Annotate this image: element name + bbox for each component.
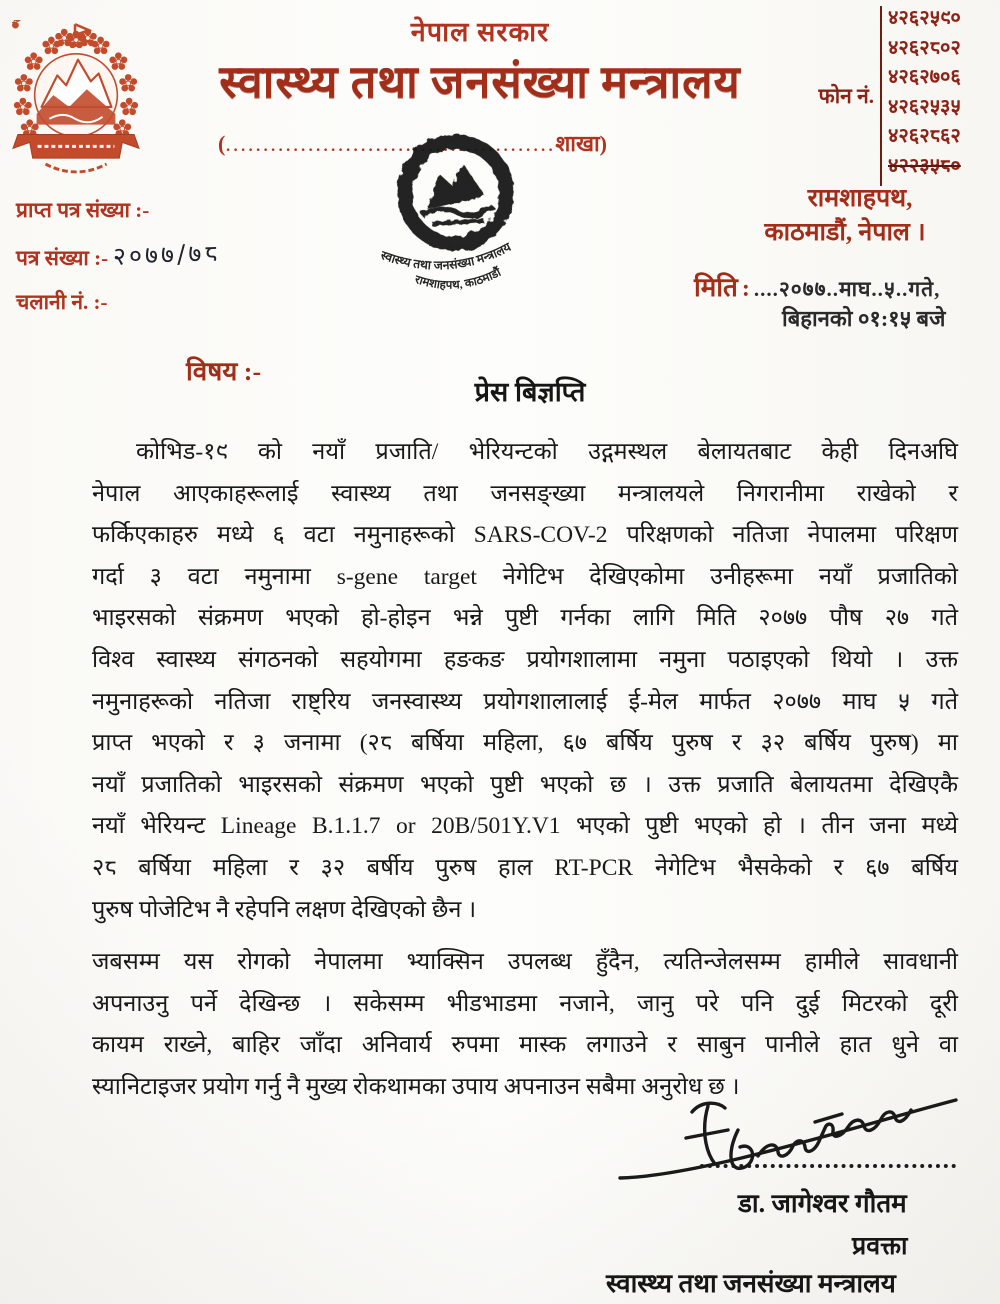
body-text-line: कायम राख्ने, बाहिर जाँदा अनिवार्य रुपमा मास्क लगाउने र साबुन पानीले हात धुने वा [92, 1032, 958, 1059]
letter-body [92, 432, 958, 1109]
body-text-line: गर्दा ३ वटा नमुनामा s-gene target नेगेटिभ देखिएकोमा उनीहरूमा नयाँ प्रजातिको [92, 563, 958, 590]
ministry-stamp [352, 122, 568, 330]
phone-number-list [888, 4, 996, 181]
dispatch-number-label: चलानी नं. :- [16, 290, 108, 314]
branch-open-paren: ( [218, 131, 226, 156]
body-text-line: पुरुष पोजेटिभ नै रहेपनि लक्षण देखिएको छैन । [92, 896, 477, 923]
body-paragraph-2 [92, 942, 958, 1108]
body-text-line: भाइरसको संक्रमण भएको हो-होइन भन्ने पुष्टी गर्नका लागि मिति २०७७ पौष २७ गते [92, 605, 958, 632]
branch-label: शाखा) [555, 131, 608, 156]
ministry-title: स्वास्थ्य तथा जनसंख्या मन्त्रालय [219, 57, 741, 107]
branch-dotted-line: ............................................ [225, 131, 556, 156]
signatory-name: डा. जागेश्वर गौतम [738, 1189, 907, 1218]
nepal-coat-of-arms-icon [12, 20, 140, 188]
phone-number-struck: ४२२३५८० [888, 154, 961, 177]
date-label: मिति [694, 273, 738, 302]
body-paragraph-1 [92, 432, 958, 931]
body-text-line: २८ बर्षिया महिला र ३२ बर्षीय पुरुष हाल RT-PCR नेगेटिभ भैसकेको र ६७ बर्षिय [92, 854, 958, 881]
body-text-line: कोभिड-१९ को नयाँ प्रजाति/ भेरियन्टको उद्गमस्थल बेलायतबाट केही दिनअघि [136, 439, 958, 465]
signatory-organization: स्वास्थ्य तथा जनसंख्या मन्त्रालय [606, 1269, 896, 1298]
stamp-text-address: रामशाहपथ, काठमाडौं [413, 265, 504, 292]
signatory-designation: प्रवक्ता [852, 1233, 908, 1260]
address-city: काठमाडौं, नेपाल । [764, 219, 926, 246]
phone-number: ४२६२५९० [888, 7, 961, 29]
body-text-line: फर्किएकाहरु मध्ये ६ वटा नमुनाहरूको SARS-COV-2 परिक्षणको नतिजा नेपालमा परिक्षण [92, 522, 958, 549]
body-text-line: जबसम्म यस रोगको नेपालमा भ्याक्सिन उपलब्ध हुँदैन, त्यतिन्जेलसम्म हामीले सावधानी [92, 949, 958, 976]
address-street: रामशाहपथ, [807, 185, 913, 212]
received-letter-number-label: प्राप्त पत्र संख्या :- [16, 198, 150, 222]
body-text-line: नयाँ प्रजातिको भाइरसको संक्रमण भएको पुष्टी भएको छ । उक्त प्रजाति बेलायतमा देखिएकै [92, 771, 958, 798]
letter-number-value: २०७७/७८ [112, 238, 222, 271]
phone-label: फोन नं. [818, 84, 874, 108]
phone-divider-line [880, 6, 882, 186]
body-text-line: स्यानिटाइजर प्रयोग गर्नु नै मुख्य रोकथामका उपाय अपनाउन सबैमा अनुरोध छ । [92, 1073, 740, 1100]
subject-title: प्रेस बिज्ञप्ति [474, 377, 586, 407]
letter-number-label: पत्र संख्या :- [16, 246, 109, 270]
body-text-line: नमुनाहरूको नतिजा राष्ट्रिय जनस्वास्थ्य प्रयोगशालालाई ई-मेल मार्फत २०७७ माघ ५ गते [92, 688, 958, 715]
date-value: ....२०७७..माघ..५..गते, [753, 277, 941, 301]
body-text-line: प्राप्त भएको र ३ जनामा (२८ बर्षिया महिला, ६७ बर्षिय पुरुष र ३२ बर्षिय पुरुष) मा [92, 730, 958, 757]
letter-number-line [16, 239, 221, 273]
time-value: बिहानको ०१:१५ बजे [782, 306, 946, 331]
phone-number: ४२६२८०२ [888, 36, 961, 59]
body-text-line: विश्व स्वास्थ्य संगठनको सहयोगमा हङकङ प्रयोगशालामा नमुना पठाइएको थियो । उक्त [92, 646, 958, 673]
handwritten-signature [612, 1092, 968, 1188]
phone-number: ४२६२५३५ [888, 95, 961, 118]
subject-label: विषय :- [186, 357, 262, 386]
date-line [694, 268, 994, 304]
phone-number: ४२६२८६२ [888, 125, 961, 147]
body-text-line: नेपाल आएकाहरूलाई स्वास्थ्य तथा जनसङ्ख्या मन्त्रालयले निगरानीमा राखेको र [92, 480, 958, 507]
date-colon: : [741, 276, 750, 302]
body-text-line: अपनाउनु पर्ने देखिन्छ । सकेसम्म भीडभाडमा नजाने, जानु परे पनि दुई मिटरको दूरी [92, 990, 958, 1017]
body-text-line: नयाँ भेरियन्ट Lineage B.1.1.7 or 20B/501Y.V1 भएको पुष्टी भएको हो । तीन जना मध्ये [92, 813, 958, 840]
stamp-text-ministry: स्वास्थ्य तथा जनसंख्या मन्त्रालय [378, 239, 514, 273]
government-title: नेपाल सरकार [410, 17, 550, 47]
stamp-text-government: नेपाल सरकार [424, 232, 482, 251]
reference-block [16, 196, 221, 331]
phone-number: ४२६२७०६ [888, 66, 961, 88]
